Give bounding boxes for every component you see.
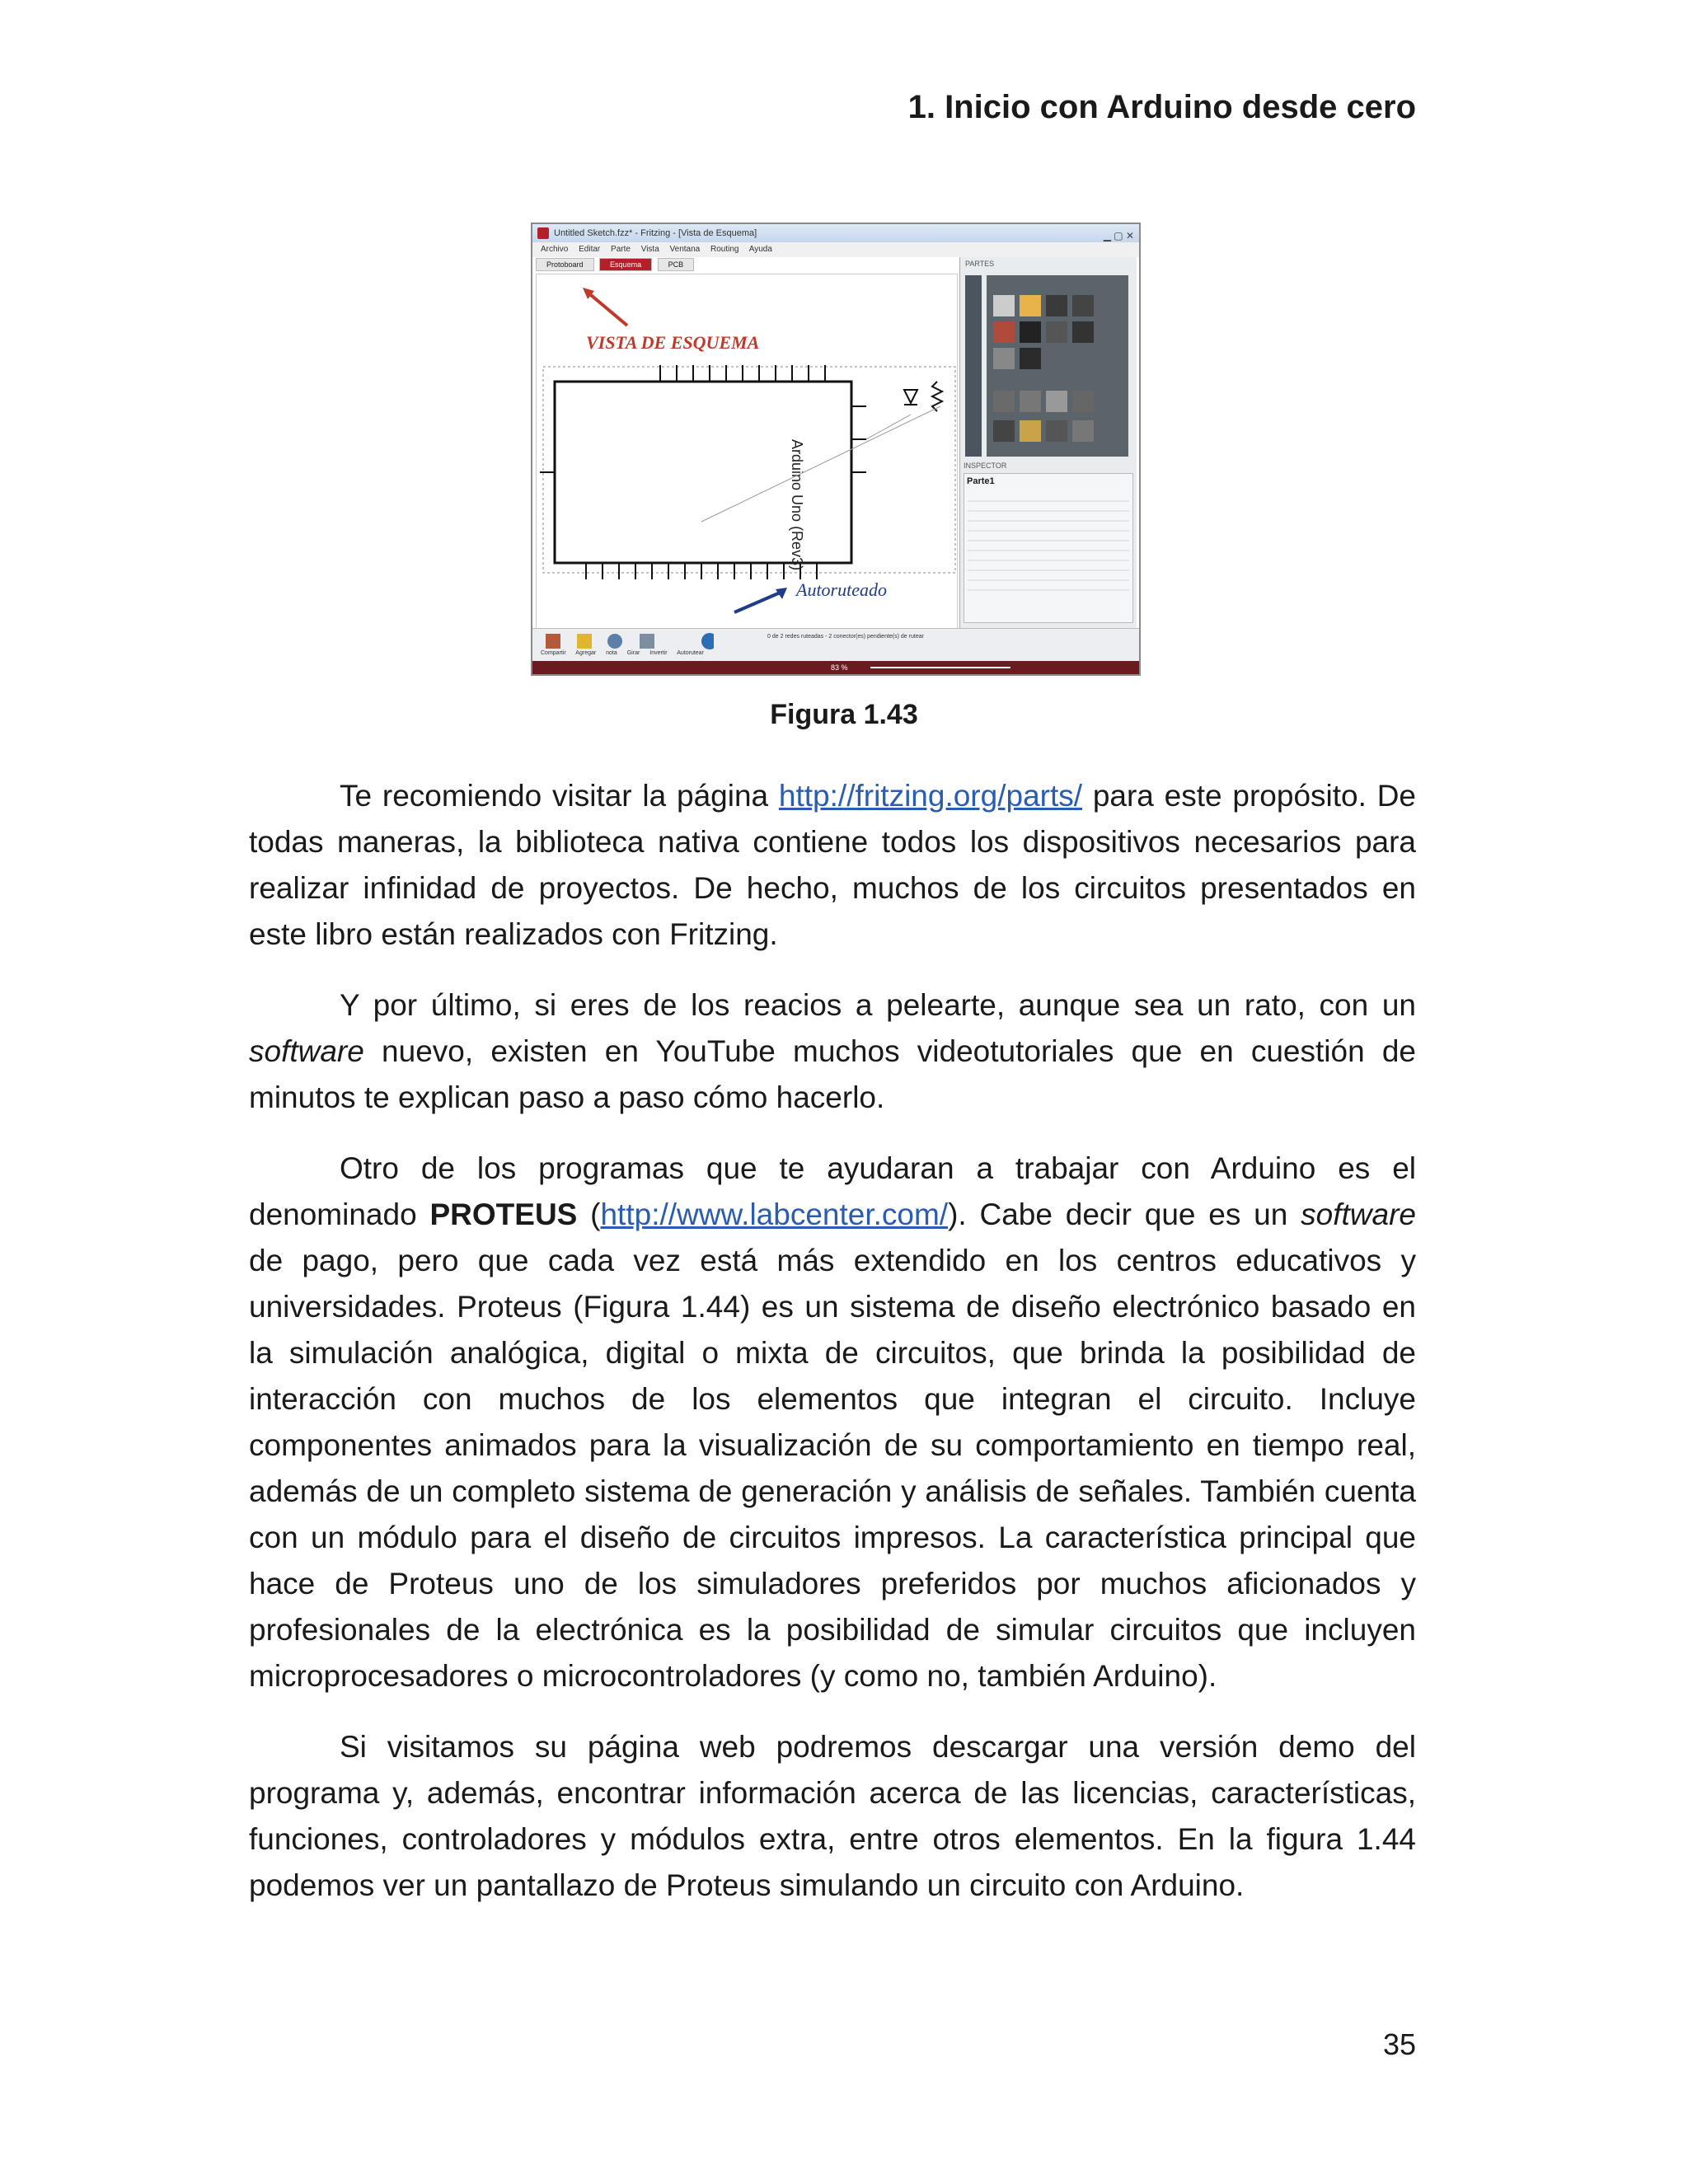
inspector-title: INSPECTOR bbox=[964, 462, 1007, 470]
board-pins bbox=[540, 365, 866, 579]
zoom-slider bbox=[870, 667, 1010, 668]
toolbar-bottom bbox=[532, 628, 1139, 662]
tab-protoboard: Protoboard bbox=[536, 258, 594, 271]
selection-outline bbox=[543, 367, 955, 573]
paragraph-3: Otro de los programas que te ayudaran a trabajar con Arduino es el denominado PROTEUS (http://www.labcenter.com/). Cabe decir que es un software de pago, pero que cada vez está más extendido en los centros educativos y universidades. Proteus (Figura 1.44) es un sistema de diseño electrónico basado en la simulación analógica, digital o mixta de circuitos, que brinda la posibilidad de interacción con muchos de los elementos que integran el circuito. Incluye componentes animados para la visualización de su comportamiento en tiempo real, además de un completo sistema de generación y análisis de señales. También cuenta con un módulo para el diseño de circuitos impresos. La característica principal que hace de Proteus uno de los simuladores preferidos por muchos aficionados y profesionales de la electrónica es la posibilidad de simular circuitos que incluyen microprocesadores o microcontroladores (y como no, también Arduino). bbox=[249, 1151, 1416, 1693]
link-labcenter[interactable]: http://www.labcenter.com/ bbox=[600, 1197, 949, 1231]
page-number: 35 bbox=[1382, 2027, 1416, 2061]
arduino-board-label: Arduino Uno (Rev3) bbox=[789, 439, 805, 571]
window-title: Untitled Sketch.fzz* - Fritzing - [Vista de Esquema] bbox=[554, 228, 757, 238]
routing-status: 0 de 2 redes ruteadas - 2 conector(es) pendiente(s) de rutear bbox=[767, 634, 924, 640]
body-text bbox=[249, 773, 1416, 1933]
parts-bin-tabs bbox=[965, 275, 982, 457]
inspector-properties bbox=[968, 492, 1129, 599]
parts-inspector-panel bbox=[959, 257, 1137, 628]
paragraph-1: Te recomiendo visitar la página http://fritzing.org/parts/ para este propósito. De todas maneras, la biblioteca nativa contiene todos los dispositivos necesarios para realizar infinidad de proyectos. De hecho, muchos de los circuitos presentados en este libro están realizados con Fritzing. bbox=[249, 779, 1416, 951]
link-fritzing-parts[interactable]: http://fritzing.org/parts/ bbox=[778, 779, 1083, 813]
status-bar bbox=[532, 661, 1139, 674]
running-header: 1. Inicio con Arduino desde cero bbox=[907, 89, 1416, 125]
toolbar-icons bbox=[541, 630, 714, 663]
view-tabs bbox=[532, 257, 953, 272]
window-titlebar bbox=[532, 224, 1139, 242]
ratsnest-wire bbox=[701, 406, 940, 522]
zoom-level: 83 % bbox=[831, 663, 848, 672]
arrow-to-tab-icon bbox=[586, 291, 627, 326]
label-vista-esquema: VISTA DE ESQUEMA bbox=[586, 332, 760, 353]
figure-fritzing-screenshot bbox=[531, 223, 1141, 676]
toolbar-button-labels: Compartir Agregar nota Girar Invertir Autorutear bbox=[541, 650, 704, 656]
arrow-autorute-icon bbox=[734, 591, 784, 612]
label-autoruteado: Autoruteado bbox=[796, 579, 887, 600]
figure-caption: Figura 1.43 bbox=[770, 699, 918, 730]
window-controls-icon: ▁ ▢ ✕ bbox=[1103, 230, 1134, 241]
parts-bin-grid bbox=[987, 275, 1128, 457]
tab-pcb: PCB bbox=[658, 258, 695, 271]
tab-esquema: Esquema bbox=[599, 258, 652, 271]
schematic-canvas bbox=[536, 274, 958, 630]
schematic-drawing bbox=[537, 274, 957, 629]
menu-bar: Archivo Editar Parte Vista Ventana Routing Ayuda bbox=[532, 242, 1139, 257]
ratsnest-wire bbox=[866, 415, 911, 439]
paragraph-2: Y por último, si eres de los reacios a pelearte, aunque sea un rato, con un software nuevo, existen en YouTube muchos videotutoriales que en cuestión de minutos te explican paso a paso cómo hacerlo. bbox=[249, 988, 1416, 1114]
parts-icons bbox=[987, 275, 1128, 457]
parts-panel-title: PARTES bbox=[965, 260, 995, 268]
led-symbol-icon bbox=[904, 390, 917, 403]
paragraph-4: Si visitamos su página web podremos descargar una versión demo del programa y, además, encontrar información acerca de las licencias, características, funciones, controladores y módulos extra, entre otros elementos. En la figura 1.44 podemos ver un pantallazo de Proteus simulando un circuito con Arduino. bbox=[249, 1730, 1416, 1902]
arduino-board-outline bbox=[555, 382, 851, 563]
inspector-body bbox=[964, 473, 1133, 623]
fritzing-logo-icon bbox=[537, 227, 549, 239]
resistor-symbol-icon bbox=[932, 382, 942, 411]
inspector-part-name: Parte1 bbox=[967, 476, 995, 486]
